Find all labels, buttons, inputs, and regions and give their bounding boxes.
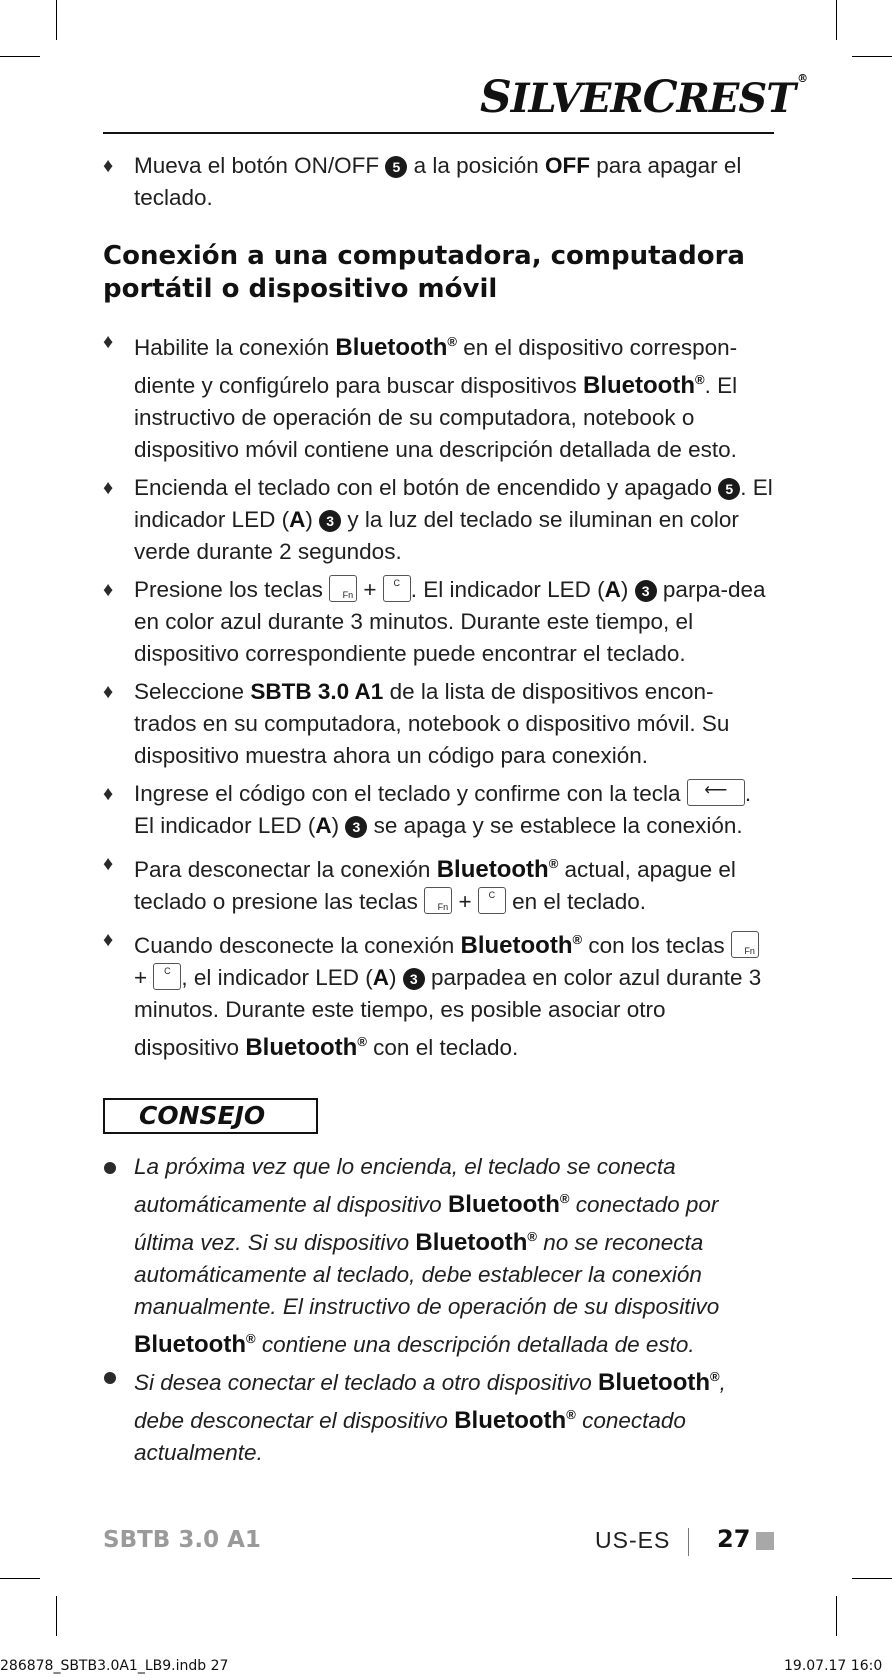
list-item: ♦ Encienda el teclado con el botón de encendido y apagado 5 . El indicador LED (A) 3 y la luz del teclado se iluminan en color verde durante 2 segundos. bbox=[103, 472, 775, 568]
crop-mark bbox=[836, 0, 837, 40]
diamond-bullet-icon: ♦ bbox=[103, 853, 114, 875]
brand-logo: SILVERCREST ® bbox=[480, 72, 808, 123]
page-content bbox=[103, 150, 775, 1469]
list-item: ♦ Cuando desconecte la conexión Bluetooth® con los teclas Fn + C , el indicador LED (A) 3 parpadea en color azul durante 3 minutos. Durante este tiempo, es posible asociar otro dispositivo Bluetooth® con el teclado. bbox=[103, 924, 775, 1064]
bluetooth-c-key-icon: C bbox=[383, 575, 411, 602]
footer-model: SBTB 3.0 A1 bbox=[103, 1527, 261, 1553]
crop-mark bbox=[836, 1596, 837, 1636]
list-item: ♦ Presione los teclas Fn + C . El indicador LED (A) 3 parpa-dea en color azul durante 3 minutos. Durante este tiempo, el dispositivo correspondiente puede encontrar el teclado. bbox=[103, 574, 775, 670]
callout-number: 5 bbox=[385, 156, 407, 178]
callout-number: 5 bbox=[718, 478, 740, 500]
crop-mark bbox=[852, 1578, 892, 1579]
diamond-bullet-icon: ♦ bbox=[103, 681, 114, 703]
list-item: ♦ Para desconectar la conexión Bluetooth® actual, apague el teclado o presione las teclas Fn + C en el teclado. bbox=[103, 848, 775, 918]
diamond-bullet-icon: ♦ bbox=[103, 929, 114, 951]
callout-number: 3 bbox=[319, 510, 341, 532]
print-slug-date: 19.07.17 16:0 bbox=[784, 1658, 883, 1674]
section-heading: Conexión a una computadora, computadora portátil o dispositivo móvil bbox=[103, 241, 745, 304]
footer-language: US-ES bbox=[595, 1527, 671, 1553]
crop-mark bbox=[56, 1596, 57, 1636]
bluetooth-c-key-icon: C bbox=[478, 887, 506, 914]
round-bullet-icon bbox=[104, 1372, 116, 1384]
enter-key-icon: ⟵ bbox=[687, 779, 745, 806]
print-slug-file: 286878_SBTB3.0A1_LB9.indb 27 bbox=[0, 1658, 229, 1674]
diamond-bullet-icon: ♦ bbox=[103, 331, 114, 353]
bluetooth-c-key-icon: C bbox=[153, 963, 181, 990]
page-marker-icon bbox=[756, 1532, 774, 1550]
crop-mark bbox=[56, 0, 57, 40]
diamond-bullet-icon: ♦ bbox=[103, 477, 114, 499]
diamond-bullet-icon: ♦ bbox=[103, 783, 114, 805]
fn-key-icon: Fn bbox=[329, 575, 357, 602]
diamond-bullet-icon: ♦ bbox=[103, 579, 114, 601]
tip-item: Si desea conectar el teclado a otro dispositivo Bluetooth®, debe desconectar el dispositivo Bluetooth® conectado actualmente. bbox=[103, 1361, 775, 1469]
callout-number: 3 bbox=[403, 968, 425, 990]
footer-divider bbox=[688, 1528, 689, 1556]
header-rule bbox=[103, 132, 774, 134]
tip-title-box: CONSEJO bbox=[103, 1098, 318, 1134]
page-number: 27 bbox=[717, 1525, 751, 1553]
list-item: ♦ Habilite la conexión Bluetooth® en el dispositivo correspon-diente y configúrelo para buscar dispositivos Bluetooth®. El instructivo de operación de su computadora, notebook o dispositivo móvil contiene una descripción detallada de esto. bbox=[103, 326, 775, 466]
tip-item: La próxima vez que lo encienda, el teclado se conecta automáticamente al dispositivo Bluetooth® conectado por última vez. Si su dispositivo Bluetooth® no se reconecta automáticamente al teclado, debe establecer la conexión manualmente. El instructivo de operación de su dispositivo Bluetooth® contiene una descripción detallada de esto. bbox=[103, 1151, 775, 1361]
crop-mark bbox=[0, 1578, 40, 1579]
callout-number: 3 bbox=[635, 580, 657, 602]
callout-number: 3 bbox=[345, 816, 367, 838]
fn-key-icon: Fn bbox=[424, 887, 452, 914]
crop-mark bbox=[852, 56, 892, 57]
crop-mark bbox=[0, 56, 40, 57]
fn-key-icon: Fn bbox=[731, 931, 759, 958]
round-bullet-icon bbox=[104, 1162, 116, 1174]
list-item: ♦ Ingrese el código con el teclado y confirme con la tecla ⟵ . El indicador LED (A) 3 se apaga y se establece la conexión. bbox=[103, 778, 775, 842]
list-item: ♦ Seleccione SBTB 3.0 A1 de la lista de dispositivos encon-trados en su computadora, notebook o dispositivo móvil. Su dispositivo muestra ahora un código para conexión. bbox=[103, 676, 775, 772]
list-item: ♦ Mueva el botón ON/OFF 5 a la posición OFF para apagar el teclado. bbox=[103, 150, 775, 214]
diamond-bullet-icon: ♦ bbox=[103, 155, 114, 177]
